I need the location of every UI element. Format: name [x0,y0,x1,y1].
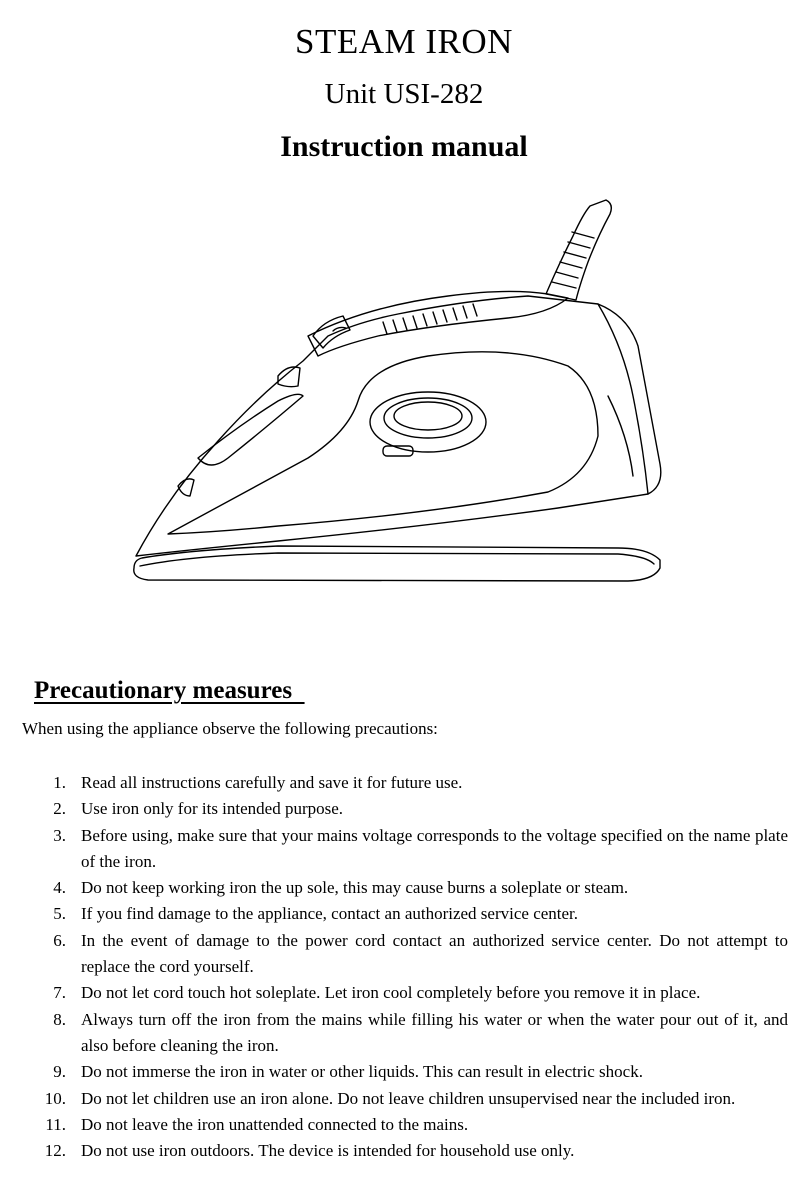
item-text: Do not keep working iron the up sole, this may cause burns a soleplate or steam. [81,878,629,898]
document-title: STEAM IRON [295,22,513,61]
section-heading: Precautionary measures [34,677,305,704]
model-number: Unit USI-282 [324,78,484,110]
temperature-dial [370,392,486,452]
item-number: 10. [44,1088,66,1108]
section-intro: When using the appliance observe the following precautions: [22,719,438,738]
item-text: Do not use iron outdoors. The device is intended for household use only. [81,1141,575,1161]
list-item [22,1138,788,1164]
item-number: 9. [53,1062,66,1082]
list-item [22,796,788,822]
iron-body [136,296,661,556]
item-text: Do not let cord touch hot soleplate. Let iron cool completely before you remove it in place. [81,983,701,1003]
item-number: 4. [53,878,66,898]
list-item [22,1112,788,1138]
precautions-list [22,770,788,1164]
list-item [22,928,788,981]
item-text: Do not immerse the iron in water or other liquids. This can result in electric shock. [81,1062,643,1082]
item-number: 5. [53,904,66,924]
item-number: 2. [53,799,66,819]
item-number: 7. [53,983,66,1003]
list-item [22,1086,788,1112]
manual-subtitle: Instruction manual [280,130,528,163]
item-number: 3. [53,825,66,845]
item-number: 11. [45,1114,66,1134]
item-number: 1. [53,773,66,792]
item-text: Read all instructions carefully and save it for future use. [81,773,463,792]
item-text: Do not let children use an iron alone. Do not leave children unsupervised near the included iron. [81,1088,736,1108]
list-item [22,901,788,927]
list-item [22,980,788,1006]
item-number: 8. [53,1009,66,1029]
iron-soleplate [134,546,660,581]
list-item [22,770,788,796]
steam-iron-illustration [128,196,668,586]
list-item [22,875,788,901]
item-text: Use iron only for its intended purpose. [81,799,344,819]
item-text: In the event of damage to the power cord contact an authorized service center. Do not attempt to replace the cord yourself. [81,930,788,977]
power-cord-guard [546,200,611,300]
item-text: Do not leave the iron unattended connected to the mains. [81,1114,469,1134]
item-number: 6. [53,930,66,950]
list-item [22,1059,788,1085]
item-text: If you find damage to the appliance, contact an authorized service center. [81,904,579,924]
item-text: Before using, make sure that your mains voltage corresponds to the voltage specified on the name plate of the iron. [81,825,788,871]
item-number: 12. [44,1141,66,1161]
list-item [22,1007,788,1060]
list-item [22,823,788,876]
item-text: Always turn off the iron from the mains while filling his water or when the water pour out of it, and also before cleaning the iron. [81,1009,788,1055]
